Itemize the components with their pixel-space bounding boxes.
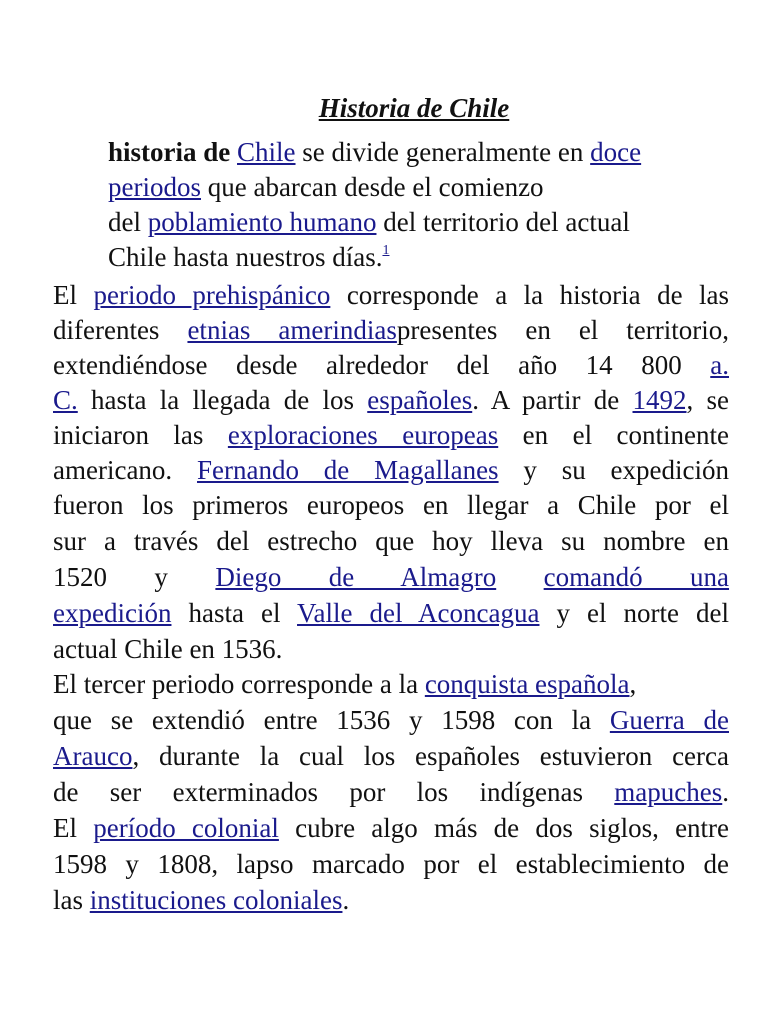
- p1-text: presentes en el territorio,: [396, 315, 730, 345]
- intro-text: que abarcan desde el comienzo: [207, 172, 544, 202]
- p1-line-10: [53, 596, 729, 630]
- p2-text: , durante la cual los españoles estuvieron cerca: [132, 741, 729, 771]
- link-ac-part1[interactable]: a.: [710, 350, 729, 380]
- p1-line-6: [53, 453, 729, 487]
- intro-line-1: [108, 135, 641, 169]
- p1-text: iniciaron las: [53, 420, 204, 450]
- link-valle-del-aconcagua[interactable]: Valle del Aconcagua: [297, 598, 540, 628]
- p2-text: El: [53, 813, 77, 843]
- link-exploraciones-europeas[interactable]: exploraciones europeas: [227, 420, 499, 450]
- p2-line-7: [53, 883, 349, 917]
- intro-line-4: [108, 240, 389, 274]
- p1-line-9: [53, 560, 729, 594]
- link-guerra-de-arauco-part1[interactable]: Guerra de: [609, 705, 729, 735]
- p1-text: extendiéndose desde alrededor del año 14 800: [53, 350, 682, 380]
- p1-line-7: [53, 488, 729, 522]
- link-diego-de-almagro[interactable]: Diego de Almagro: [215, 562, 497, 592]
- link-ac-part2[interactable]: C.: [53, 385, 78, 415]
- p2-text: El tercer periodo corresponde a la: [53, 669, 419, 699]
- p2-line-3: [53, 739, 729, 773]
- p1-text: hasta la llegada de los: [91, 385, 354, 415]
- link-espanoles[interactable]: españoles: [367, 385, 473, 415]
- p1-text: 1520 y: [53, 562, 168, 592]
- intro-text: del territorio del actual: [383, 207, 630, 237]
- p2-text: que se extendió entre 1536 y 1598 con la: [53, 705, 592, 735]
- footnote-ref-1[interactable]: 1: [382, 243, 390, 258]
- p1-line-8: [53, 524, 729, 558]
- p2-text: 1598 y 1808, lapso marcado por el establecimiento de: [53, 849, 729, 879]
- link-etnias-amerindias[interactable]: etnias amerindias: [187, 315, 397, 345]
- p2-line-4: [53, 775, 729, 809]
- p1-text: hasta el: [188, 598, 281, 628]
- p1-line-3: [53, 348, 729, 382]
- p1-line-4: [53, 383, 729, 417]
- link-guerra-de-arauco-part2[interactable]: Arauco: [53, 741, 133, 771]
- link-instituciones-coloniales[interactable]: instituciones coloniales: [89, 885, 343, 915]
- p1-text: , se: [686, 385, 730, 415]
- p1-text: . A partir de: [472, 385, 620, 415]
- p1-text: actual Chile en 1536.: [53, 634, 283, 664]
- intro-text: se divide generalmente en: [302, 137, 584, 167]
- link-comando-una-expedicion-part1[interactable]: comandó una: [543, 562, 730, 592]
- document-title: Historia de Chile: [318, 93, 510, 123]
- p2-text: .: [342, 885, 350, 915]
- link-periodos[interactable]: periodos: [108, 172, 201, 202]
- p1-line-11: [53, 632, 282, 666]
- link-fernando-de-magallanes[interactable]: Fernando de Magallanes: [197, 455, 499, 485]
- p1-text: americano.: [53, 455, 173, 485]
- intro-bold-text: historia de: [108, 137, 231, 167]
- p1-text: y el norte del: [556, 598, 730, 628]
- link-periodo-colonial[interactable]: período colonial: [93, 813, 279, 843]
- p2-text: cubre algo más de dos siglos, entre: [295, 813, 730, 843]
- p2-text: .: [722, 777, 729, 807]
- p2-text: de ser exterminados por los indígenas: [53, 777, 583, 807]
- p1-line-2: [53, 313, 729, 347]
- link-comando-una-expedicion-part2[interactable]: expedición: [53, 598, 172, 628]
- p1-text: corresponde a la historia de las: [346, 280, 730, 310]
- link-poblamiento-humano[interactable]: poblamiento humano: [147, 207, 377, 237]
- p2-line-5: [53, 811, 729, 845]
- intro-text: del: [108, 207, 141, 237]
- link-mapuches[interactable]: mapuches: [614, 777, 723, 807]
- link-1492[interactable]: 1492: [632, 385, 687, 415]
- p1-text: sur a través del estrecho que hoy lleva su nombre en: [53, 526, 729, 556]
- link-periodo-prehispanico[interactable]: periodo prehispánico: [93, 280, 331, 310]
- intro-text: Chile hasta nuestros días.: [108, 242, 383, 272]
- intro-line-2: [108, 170, 544, 204]
- p1-text: diferentes: [53, 315, 160, 345]
- p1-line-1: [53, 278, 729, 312]
- p1-text: El: [53, 280, 77, 310]
- p1-text: fueron los primeros europeos en llegar a Chile por el: [53, 490, 729, 520]
- p2-line-1: [53, 667, 636, 701]
- p1-text: en el continente: [522, 420, 729, 450]
- p1-line-5: [53, 418, 729, 452]
- p1-text: y su expedición: [523, 455, 730, 485]
- p2-line-2: [53, 703, 729, 737]
- p2-text: ,: [629, 669, 637, 699]
- link-conquista-espanola[interactable]: conquista española: [424, 669, 630, 699]
- p2-line-6: [53, 847, 729, 881]
- p2-text: las: [53, 885, 83, 915]
- link-chile[interactable]: Chile: [237, 137, 296, 167]
- link-doce[interactable]: doce: [590, 137, 642, 167]
- intro-line-3: [108, 205, 630, 239]
